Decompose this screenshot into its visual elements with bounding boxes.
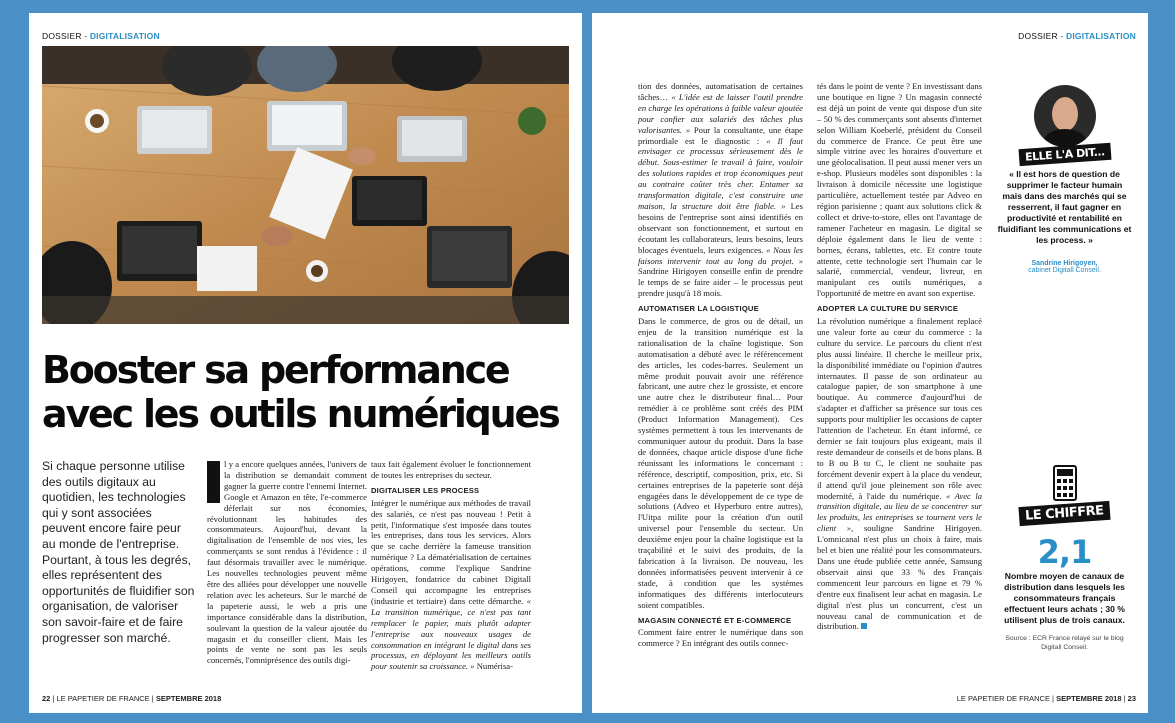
right-page xyxy=(592,13,1148,713)
elle-la-dit-badge: ELLE L'A DIT... xyxy=(1018,143,1111,166)
issue-date: SEPTEMBRE 2018 xyxy=(1056,694,1122,703)
quote-author: Sandrine Hirigoyen, xyxy=(1031,260,1098,267)
badge-wrapper xyxy=(997,145,1132,163)
quote-text: « L'idée est de laisser l'outil prendre en charge les opérations à faible valeur ajoutée pour confier aux salariés des tâches plus valorisantes. » xyxy=(638,91,804,135)
quote-text: « Nous les faisons intervenir tout au long du projet. » xyxy=(638,244,803,266)
body-paragraph xyxy=(638,81,803,299)
article-lead: Si chaque personne utilise des outils digitaux au quotidien, les technologies qui y sont associées peuvent encore faire peur au monde de l'entreprise. Pourtant, à tous les degrés, elles représentent des opportunités de fluidifier son organisation, de valoriser son savoir-faire et de faire progresser son marché. xyxy=(42,459,195,645)
right-column-1 xyxy=(638,81,803,649)
section-kicker xyxy=(1018,31,1136,41)
key-figure-value: 2,1 xyxy=(1037,533,1092,571)
issue-date: SEPTEMBRE 2018 xyxy=(155,694,222,703)
meeting-table-illustration xyxy=(42,46,569,324)
section-kicker xyxy=(42,31,160,41)
page-number: 22 xyxy=(42,694,51,703)
body-text: Sandrine Hirigoyen conseille enfin de prendre le temps de se faire aider – le processus peut prendre jusqu'à 18 mois. xyxy=(638,266,803,299)
headline-line-1: Booster sa performance xyxy=(42,348,509,392)
quote-text: « Il faut envisager ce processus sérieusement dès le début. Sous-estimer le travail à faire, vouloir des solutions rapides et trop économiques peut au contraire coûter très cher. Entamer sa transformation digitale, c'est construire une maison, la structure doit être fiable. » xyxy=(638,135,803,211)
body-paragraph xyxy=(817,316,982,632)
body-text: Pour la consultante, une étape primordiale est le diagnostic : xyxy=(638,124,803,146)
kicker-topic: DIGITALISATION xyxy=(89,31,160,41)
figure-sidebar xyxy=(997,465,1132,652)
le-chiffre-badge: LE CHIFFRE xyxy=(1019,501,1111,526)
body-text: tion des données, automatisation de certaines tâches… xyxy=(638,81,803,102)
left-footer: 22 | LE PAPETIER DE FRANCE | SEPTEMBRE 2018 xyxy=(42,694,222,703)
body-text: Numérisa- xyxy=(476,661,513,672)
sidebar-quote: « Il est hors de question de supprimer le facteur humain mais dans des marchés qui se resserrent, il faut gagner en productivité et rentabilité en fluidifiant les communications et les process. » xyxy=(997,169,1132,245)
body-text: souligne Sandrine Hirigoyen. L'omnicanal n'est plus un choix à faire, mais bel et bien une réalité pour les consommateurs. Dans une étude publiée cette année, Samsung observait ainsi que 33 % des Français commencent leur parcours en ligne et 79 % d'entre eux finalisent leur achat en magasin. Le digital n'est plus un concurrent, c'est un nouveau canal de communication et de distribution. xyxy=(817,523,982,632)
badge-wrapper xyxy=(997,504,1132,523)
body-paragraph: taux fait également évoluer le fonctionnement de toutes les entreprises du secteur. xyxy=(371,459,531,480)
subheading-digitaliser: DIGITALISER LES PROCESS xyxy=(371,485,480,495)
body-paragraph: Dans le commerce, de gros ou de détail, un enjeu de la transition numérique est la rationalisation de la chaîne logistique. Son automatisation a débuté avec le référencement des articles, les codes-barres. Seulement un même produit pouvait avoir une référence fabricant, une autre chez le grossiste, et encore une autre chez le distributeur final… Pour remédier à ce problème sont créés des PIM (Product Information Management). Ces systèmes permettent à tous les intervenants de communiquer autour du produit. Dans la base de données, chaque article dispose d'une fiche réunissant les informations le concernant : référence, descriptif, composition, prix, etc. Si certaines entreprises de la papeterie sont déjà engagées dans le développement de ce type de solutions (Adveo et Hyperburo entre autres), l'Uitpa milite pour la création d'un outil universel pour l'ensemble du secteur. Un deuxième enjeu pour la chaîne logistique est la traçabilité et le suivi des produits, de la fabrication à la livraison. De nouveau, les données informatisées peuvent intervenir à ce stade, à condition que les systèmes informatiques des différents interlocuteurs soient compatibles. xyxy=(638,316,803,610)
drop-cap xyxy=(207,461,220,503)
magazine-name: LE PAPETIER DE FRANCE xyxy=(56,694,150,703)
magazine-name: LE PAPETIER DE FRANCE xyxy=(956,694,1050,703)
key-figure-source: Source : ECR France relayé sur le blog Digitall Conseil. xyxy=(1005,635,1124,651)
body-text: Intégrer le numérique aux méthodes de travail des salariés, ce n'est pas nouveau ! Petit à petit, l'informatique s'est imposée dans toutes les entreprises, dans tous les services. Alors que se cache derrière la fameuse transition numérique ? La dématérialisation de certaines opérations, comme l'explique Sandrine Hirigoyen, fondatrice du cabinet Digitall Conseil qui accompagne les entreprises (industrie et tertiaire) dans cette démarche. xyxy=(371,497,531,606)
subheading-magasin: MAGASIN CONNECTÉ ET E-COMMERCE xyxy=(638,615,792,625)
headline-line-2: avec les outils numériques xyxy=(42,392,559,436)
kicker-prefix: DOSSIER xyxy=(1018,31,1058,41)
body-paragraph: l y a encore quelques années, l'univers de la distribution se demandait comment gagner la guerre contre l'ennemi Internet. Google et Amazon en tête, l'e-commerce déferlait sur nos économies, révolutionnant les habitudes des consommateurs. Aujourd'hui, devant la digitalisation de l'ensemble de nos vies, les commerçants se sont rendus à l'évidence : il faut désormais travailler avec le numérique. Les nouvelles technologies peuvent même être des alliées pour développer une nouvelle relation avec les acheteurs. Sur le marché de la papeterie aussi, le web a pris une importance considérable dans la distribution, soulevant la question de la valeur ajoutée du magasin et du conseiller client. Mais les points de vente ne sont pas les seuls concernés, l'omniprésence des outils digi- xyxy=(207,459,367,666)
end-mark xyxy=(861,623,867,629)
kicker-separator: - xyxy=(81,31,90,41)
kicker-prefix: DOSSIER xyxy=(42,31,82,41)
portrait-avatar xyxy=(1034,85,1096,147)
quote-sidebar xyxy=(997,85,1132,274)
right-footer: LE PAPETIER DE FRANCE | SEPTEMBRE 2018 | 23 xyxy=(956,694,1136,703)
body-text: La révolution numérique a finalement replacé une valeur forte au cœur du commerce : la culture du service. Le parcours du client n'est plus aussi linéaire. Il cherche le meilleur prix, la disponibilité immédiate ou l'opinion d'autres internautes. Il passe de son ordinateur au catalogue papier, de son smartphone à une boutique. Au commerce d'aujourd'hui de s'adapter et d'afficher sa présence sur tous ces supports pour multiplier les occasions de capter l'attention de l'acheteur. En étant informé, ce dernier se fait toujours plus exigeant, mais il reste demandeur de conseils et de bons plans. B to B ou B to C, le client ne souhaite pas forcément devenir expert à la place du vendeur, il attend qu'il joue pleinement son rôle avec modernité, à l'aide du numérique. xyxy=(817,316,982,501)
left-column-2 xyxy=(371,459,531,672)
body-paragraph: Comment faire entrer le numérique dans son commerce ? En intégrant des outils connec- xyxy=(638,627,803,649)
article-headline xyxy=(42,348,562,436)
key-figure-description: Nombre moyen de canaux de distribution dans lesquels les consommateurs français effectuent leurs achats ; 30 % utilisent plus de trois canaux. xyxy=(1004,571,1125,625)
header-photo xyxy=(42,46,569,324)
quote-text: « Avec la transition digitale, au lieu de se concentrer sur les produits, les entreprises se tournent vers le client », xyxy=(817,490,983,534)
kicker-topic: DIGITALISATION xyxy=(1065,31,1136,41)
subheading-culture: ADOPTER LA CULTURE DU SERVICE xyxy=(817,304,959,314)
body-paragraph xyxy=(371,498,531,673)
left-column-1 xyxy=(207,459,367,666)
kicker-separator: - xyxy=(1057,31,1066,41)
page-number: 23 xyxy=(1127,694,1136,703)
body-paragraph: tés dans le point de vente ? En investissant dans une boutique en ligne ? Un magasin connecté est déjà un point de vente qui dispose d'un site – 50 % des commerçants sont absents d'internet selon William Koeberlé, président du Conseil du commerce de France. Ce peut être une simple vitrine avec les horaires d'ouverture et une géolocalisation. Il peut aussi mener vers un e-shop. Plusieurs modèles sont disponibles : la livraison à domicile nécessite une logistique particulière, actuellement testée par Adveo en région parisienne ; quant aux solutions click & collect et drive-to-store, elles ont l'avantage de ramener l'acheteur en magasin. Le digital se déploie également dans le lieu de vente : bornes, écrans, tablettes, etc. Et contre toute attente, cette technologie sert l'humain car le salarié, commercial, vendeur, livreur, en manipulant ces outils numériques, a l'opportunité de mettre en avant son expertise. xyxy=(817,81,982,299)
subheading-logistique: AUTOMATISER LA LOGISTIQUE xyxy=(638,304,759,314)
right-column-2 xyxy=(817,81,982,632)
calculator-icon xyxy=(1053,465,1077,501)
left-page xyxy=(29,13,582,713)
body-text: Les besoins de l'entreprise sont ainsi identifiés en observant son fonctionnement, et surtout en écoutant les collaborateurs, leurs besoins, leurs blocages éventuels, leurs exigences. xyxy=(638,200,803,255)
quote-text: « La transition numérique, ce n'est pas tant remplacer le papier, mais plutôt adapter l'entreprise aux nouveaux usages de consommation en intégrant le digital dans ses processus, en déployant les meilleurs outils pour soutenir sa croissance. » xyxy=(371,595,531,672)
quote-author-role: cabinet Digitall Conseil. xyxy=(1028,267,1101,274)
